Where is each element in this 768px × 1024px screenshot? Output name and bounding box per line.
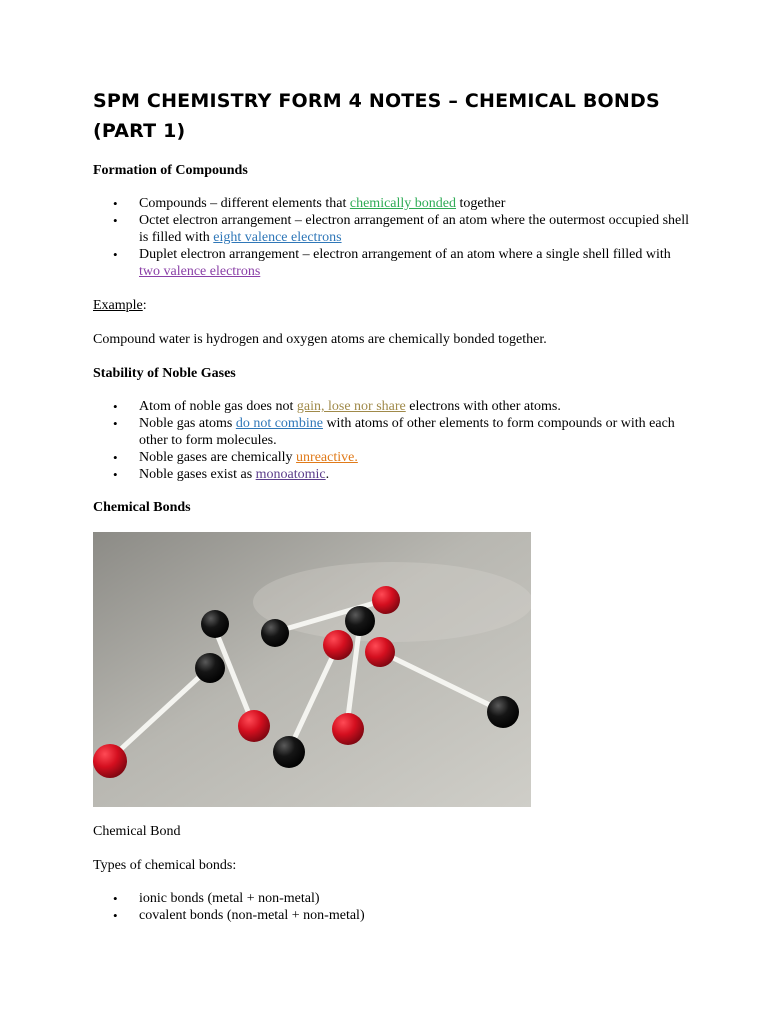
- link-eight-valence-electrons[interactable]: eight valence electrons: [213, 230, 342, 245]
- list-item: • Noble gas atoms do not combine with atoms of other elements to form compounds or with each other to form molecules.: [93, 415, 693, 449]
- heading-formation-of-compounds: Formation of Compounds: [93, 163, 248, 178]
- list-item: • ionic bonds (metal + non-metal): [93, 890, 693, 907]
- example-label: Example: [93, 298, 143, 313]
- example-text: Compound water is hydrogen and oxygen atoms are chemically bonded together.: [93, 332, 547, 347]
- link-unreactive[interactable]: unreactive.: [296, 450, 358, 465]
- types-intro: Types of chemical bonds:: [93, 858, 237, 873]
- list-item: • covalent bonds (non-metal + non-metal): [93, 907, 693, 924]
- molecule-model-photo: [93, 532, 531, 807]
- bond-types-list: [93, 890, 693, 924]
- list-item: • Compounds – different elements that chemically bonded together: [93, 195, 693, 212]
- heading-stability-of-noble-gases: Stability of Noble Gases: [93, 366, 236, 381]
- formation-bullet-list: [93, 195, 693, 280]
- page-title: SPM CHEMISTRY FORM 4 NOTES – CHEMICAL BONDS (PART 1): [93, 90, 660, 142]
- list-item: • Atom of noble gas does not gain, lose nor share electrons with other atoms.: [93, 398, 693, 415]
- link-do-not-combine[interactable]: do not combine: [235, 416, 323, 431]
- list-item: • Noble gases are chemically unreactive.: [93, 449, 693, 466]
- link-two-valence-electrons[interactable]: two valence electrons: [139, 264, 261, 279]
- list-item: • Octet electron arrangement – electron arrangement of an atom where the outermost occupied shell is filled with eight valence electrons: [93, 212, 693, 246]
- link-gain-lose-nor-share[interactable]: gain, lose nor share: [296, 399, 406, 414]
- heading-chemical-bonds: Chemical Bonds: [93, 500, 191, 515]
- link-monoatomic[interactable]: monoatomic: [255, 467, 326, 482]
- list-item: • Duplet electron arrangement – electron arrangement of an atom where a single shell filled with two valence electrons: [93, 246, 693, 280]
- list-item: • Noble gases exist as monoatomic.: [93, 466, 693, 483]
- example-label-line: Example:: [93, 298, 147, 313]
- noble-gases-bullet-list: [93, 398, 693, 483]
- link-chemically-bonded[interactable]: chemically bonded: [349, 196, 457, 211]
- photo-caption: Chemical Bond: [93, 824, 181, 839]
